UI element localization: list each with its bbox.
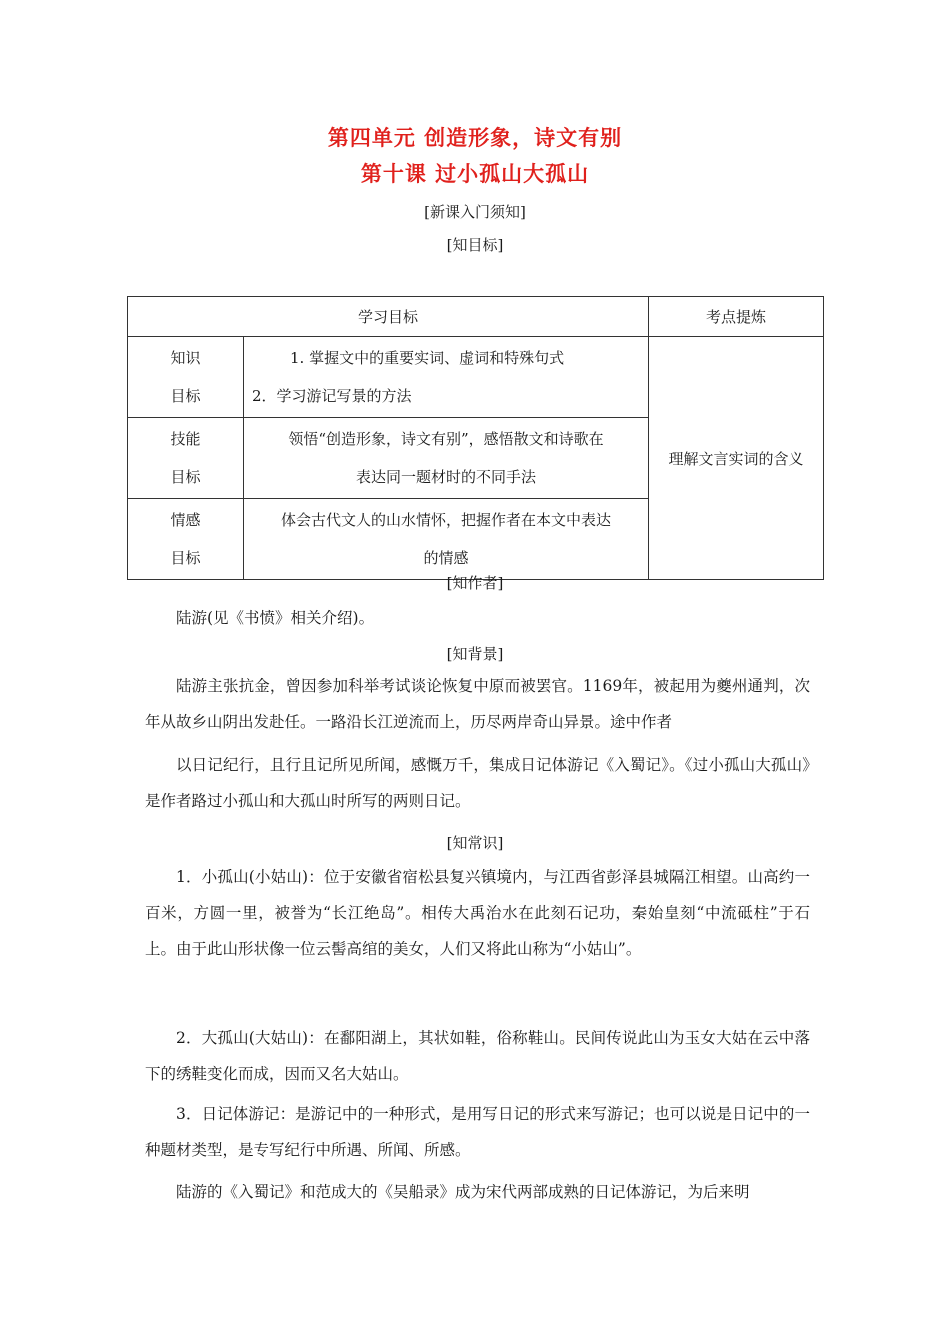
section-intro-heading: [新课入门须知] (424, 203, 526, 221)
unit-title: 第四单元 创造形象，诗文有别 (327, 126, 623, 150)
goal-line: 领悟“创造形象，诗文有别”，感悟散文和诗歌在 (288, 430, 604, 448)
author-heading: [知作者] (446, 574, 504, 592)
knowledge-item: 2．大孤山(大姑山)：在鄱阳湖上，其状如鞋，俗称鞋山。民间传说此山为玉女大姑在云中落下的绣鞋变化而成，因而又名大姑山。 (145, 1029, 810, 1083)
goal-category (128, 418, 244, 499)
goal-category-line: 情感 (170, 511, 201, 529)
knowledge-item: 陆游的《入蜀记》和范成大的《吴船录》成为宋代两部成熟的日记体游记，为后来明 (176, 1183, 750, 1201)
knowledge-heading: [知常识] (446, 834, 504, 852)
author-text: 陆游(见《书愤》相关介绍)。 (176, 609, 375, 627)
goals-table-header-row (128, 297, 824, 337)
goals-column-header: 学习目标 (128, 297, 649, 337)
goal-line: 表达同一题材时的不同手法 (355, 468, 536, 486)
goal-description (244, 337, 649, 418)
background-paragraph: 陆游主张抗金，曾因参加科举考试谈论恢复中原而被罢官。1169年，被起用为夔州通判，次年从故乡山阴出发赴任。一路沿长江逆流而上，历尽两岸奇山异景。途中作者 (145, 677, 810, 731)
background-paragraph: 以日记纪行，且行且记所见所闻，感慨万千，集成日记体游记《入蜀记》。《过小孤山大孤山》是作者路过小孤山和大孤山时所写的两则日记。 (145, 756, 810, 810)
goal-line: 2．学习游记写景的方法 (252, 387, 412, 405)
goal-category (128, 499, 244, 580)
knowledge-item: 3．日记体游记：是游记中的一种形式，是用写日记的形式来写游记；也可以说是日记中的一种题材类型，是专写纪行中所遇、所闻、所感。 (145, 1105, 810, 1159)
goal-line: 的情感 (423, 549, 469, 567)
goal-line: 体会古代文人的山水情怀，把握作者在本文中表达 (280, 511, 611, 529)
goal-category (128, 337, 244, 418)
goal-category-line: 知识 (170, 349, 201, 367)
goal-category-line: 目标 (170, 549, 201, 567)
knowledge-item: 1．小孤山(小姑山)：位于安徽省宿松县复兴镇境内，与江西省彭泽县城隔江相望。山高约一百米，方圆一里，被誉为“长江绝岛”。相传大禹治水在此刻石记功，秦始皇刻“中流砥柱”于石上。由于此山形状像一位云髻高绾的美女，人们又将此山称为“小姑山”。 (145, 868, 810, 958)
lesson-title: 第十课 过小孤山大孤山 (360, 162, 590, 186)
section-goals-heading: [知目标] (446, 236, 504, 254)
goal-category-line: 目标 (170, 468, 201, 486)
background-heading: [知背景] (446, 645, 504, 663)
goal-description (244, 418, 649, 499)
exam-column-header: 考点提炼 (649, 297, 824, 337)
goals-table (127, 296, 824, 580)
goal-description (244, 499, 649, 580)
goal-category-line: 目标 (170, 387, 201, 405)
exam-point: 理解文言实词的含义 (649, 337, 824, 580)
table-row (128, 337, 824, 418)
goal-line: 1. 掌握文中的重要实词、虚词和特殊句式 (290, 349, 565, 367)
goal-category-line: 技能 (170, 430, 201, 448)
